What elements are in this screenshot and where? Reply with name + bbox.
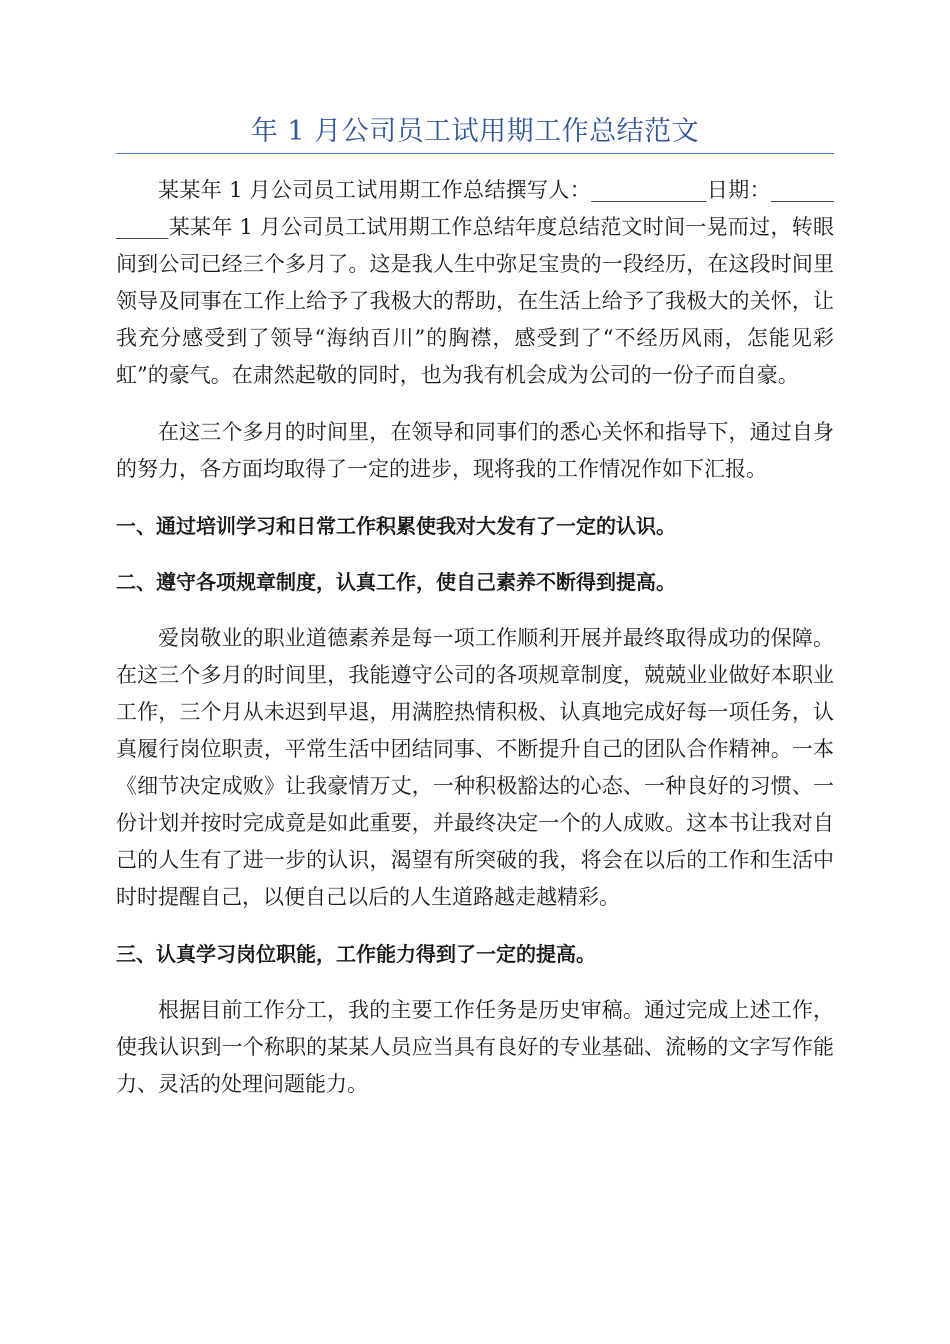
paragraph-overview: 在这三个多月的时间里，在领导和同事们的悉心关怀和指导下，通过自身的努力，各方面均取得了一定的进步，现将我的工作情况作如下汇报。 [116, 420, 834, 481]
document-title: 年 1 月公司员工试用期工作总结范文 [250, 116, 700, 147]
section-heading-3: 三、认真学习岗位职能，工作能力得到了一定的提高。 [116, 942, 596, 966]
title-underline [116, 153, 834, 154]
paragraph-section-3: 根据目前工作分工，我的主要工作任务是历史审稿。通过完成上述工作，使我认识到一个称职的某某人员应当具有良好的专业基础、流畅的文字写作能力、灵活的处理问题能力。 [116, 998, 834, 1096]
section-heading-2: 二、遵守各项规章制度，认真工作，使自己素养不断得到提高。 [116, 570, 676, 594]
paragraph-section-2: 爱岗敬业的职业道德素养是每一项工作顺利开展并最终取得成功的保障。在这三个多月的时间里，我能遵守公司的各项规章制度，兢兢业业做好本职业工作，三个月从未迟到早退，用满腔热情积极、认真地完成好每一项任务，认真履行岗位职责，平常生活中团结同事、不断提升自己的团队合作精神。一本《细节决定成败》让我豪情万丈，一种积极豁达的心态、一种良好的习惯、一份计划并按时完成竟是如此重要，并最终决定一个的人成败。这本书让我对自己的人生有了进一步的认识，渴望有所突破的我，将会在以后的工作和生活中时时提醒自己，以便自己以后的人生道路越走越精彩。 [116, 626, 834, 909]
section-heading-1: 一、通过培训学习和日常工作积累使我对大发有了一定的认识。 [116, 514, 676, 538]
paragraph-intro: 某某年 1 月公司员工试用期工作总结撰写人：___________日期：___________某某年 1 月公司员工试用期工作总结年度总结范文时间一晃而过，转眼间到公司已经三个多月了。这是我人生中弥足宝贵的一段经历，在这段时间里领导及同事在工作上给予了我极大的帮助，在生活上给予了我极大的关怀，让我充分感受到了领导“海纳百川”的胸襟，感受到了“不经历风雨，怎能见彩虹”的豪气。在肃然起敬的同时，也为我有机会成为公司的一份子而自豪。 [116, 178, 834, 387]
document-body [116, 172, 834, 1123]
